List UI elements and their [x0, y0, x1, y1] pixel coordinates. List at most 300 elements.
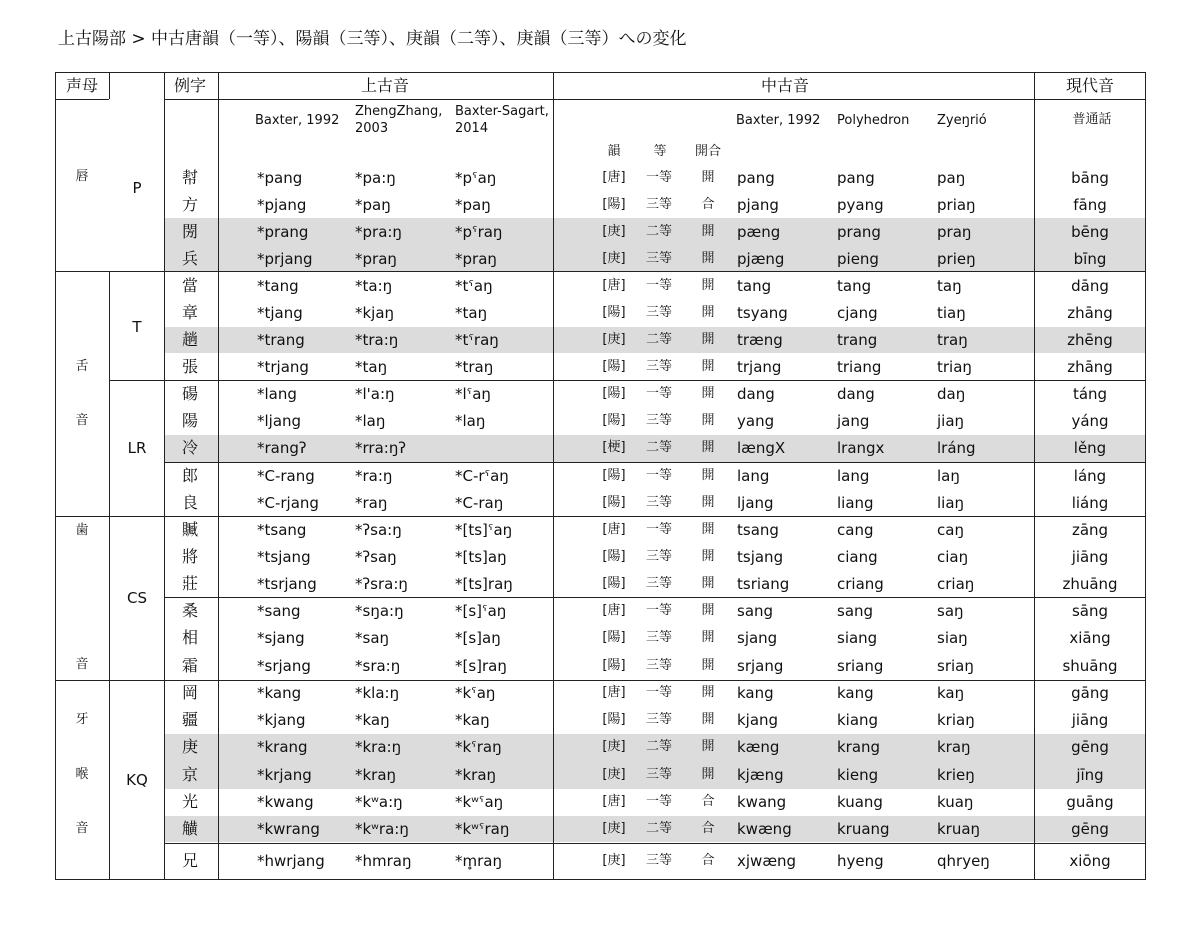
- oc-zhengzhang-value: *taŋ: [355, 358, 388, 376]
- mc-baxter-value: sang: [737, 602, 774, 620]
- mc-zyenrio-value: caŋ: [937, 521, 964, 539]
- row-separator: [164, 843, 1145, 844]
- openclose-value: 合: [701, 853, 715, 868]
- table-left-border: [55, 72, 56, 879]
- mandarin-value: gēng: [1071, 820, 1109, 838]
- mc-baxter-value: pjang: [737, 196, 779, 214]
- oc-baxter-value: *tsjang: [257, 548, 311, 566]
- mandarin-value: bāng: [1071, 169, 1109, 187]
- oc-baxter-sagart-value: *kʷˤraŋ: [455, 820, 510, 838]
- column-separator: [218, 72, 219, 879]
- initial-code-cs: CS: [127, 589, 147, 607]
- mandarin-value: bēng: [1071, 223, 1109, 241]
- mandarin-value: lěng: [1073, 439, 1107, 457]
- example-character: 陽: [181, 411, 199, 430]
- rhyme-value: [陽]: [602, 658, 626, 673]
- openclose-value: 開: [701, 251, 715, 266]
- oc-baxter-sagart-value: *taŋ: [455, 304, 488, 322]
- oc-baxter-value: *krjang: [257, 766, 312, 784]
- subheader-mc-polyhedron: Polyhedron: [837, 113, 910, 128]
- oc-zhengzhang-value: *kʷa:ŋ: [355, 793, 403, 811]
- example-character: 贓: [181, 520, 199, 539]
- grade-value: 一等: [645, 170, 673, 185]
- rhyme-value: [唐]: [602, 794, 626, 809]
- mc-baxter-value: srjang: [737, 657, 784, 675]
- mandarin-value: zhēng: [1067, 331, 1113, 349]
- openclose-value: 開: [701, 440, 715, 455]
- example-character: 幇: [181, 168, 199, 187]
- oc-zhengzhang-value: *kraŋ: [355, 766, 397, 784]
- rhyme-value: [陽]: [602, 359, 626, 374]
- openclose-value: 開: [701, 170, 715, 185]
- oc-baxter-value: *srjang: [257, 657, 311, 675]
- oc-zhengzhang-value: *ra:ŋ: [355, 467, 393, 485]
- rhyme-value: [庚]: [602, 821, 626, 836]
- openclose-value: 合: [701, 794, 715, 809]
- example-character: 兄: [181, 851, 199, 870]
- example-character: 碭: [181, 384, 199, 403]
- oc-baxter-value: *C-rang: [257, 467, 315, 485]
- mandarin-value: shuāng: [1062, 657, 1118, 675]
- rhyme-value: [庚]: [602, 853, 626, 868]
- oc-baxter-value: *kang: [257, 684, 302, 702]
- subheader-oc-baxter-sagart: Baxter-Sagart, 2014: [455, 104, 549, 136]
- subheader-mc-zyenrio: Zyeŋrió: [937, 113, 987, 128]
- mc-baxter-value: sjang: [737, 629, 778, 647]
- mc-polyhedron-value: cjang: [837, 304, 878, 322]
- grade-value: 二等: [645, 739, 673, 754]
- mandarin-value: gēng: [1071, 738, 1109, 756]
- initial-code-t: T: [132, 318, 142, 336]
- example-character: 良: [181, 493, 199, 512]
- oc-baxter-sagart-value: *paŋ: [455, 196, 491, 214]
- rhyme-value: [陽]: [602, 576, 626, 591]
- mandarin-value: jīng: [1076, 766, 1104, 784]
- mc-baxter-value: lang: [737, 467, 770, 485]
- mc-polyhedron-value: liang: [837, 494, 874, 512]
- mandarin-value: liáng: [1071, 494, 1109, 512]
- grade-value: 三等: [645, 630, 673, 645]
- oc-baxter-sagart-value: *C-raŋ: [455, 494, 504, 512]
- oc-baxter-sagart-value: *tˤraŋ: [455, 331, 499, 349]
- example-character: 疆: [181, 710, 199, 729]
- rhyme-value: [唐]: [602, 685, 626, 700]
- mc-polyhedron-value: pang: [837, 169, 875, 187]
- mc-polyhedron-value: tang: [837, 277, 872, 295]
- mandarin-value: yáng: [1071, 412, 1109, 430]
- grade-value: 三等: [645, 576, 673, 591]
- initial-code-lr: LR: [127, 439, 147, 457]
- oc-baxter-sagart-value: *C-rˤaŋ: [455, 467, 509, 485]
- oc-zhengzhang-value: *kʷra:ŋ: [355, 820, 409, 838]
- oc-baxter-value: *trjang: [257, 358, 309, 376]
- mc-baxter-value: ljang: [737, 494, 774, 512]
- oc-baxter-sagart-value: *tˤaŋ: [455, 277, 493, 295]
- header-modern: 現代音: [1065, 76, 1115, 95]
- oc-zhengzhang-value: *paŋ: [355, 196, 391, 214]
- example-character: 郎: [181, 466, 199, 485]
- rhyme-value: [陽]: [602, 495, 626, 510]
- header-middle-chinese: 中古音: [760, 76, 810, 95]
- column-separator: [1034, 72, 1035, 879]
- mc-baxter-value: pæng: [737, 223, 781, 241]
- subgroup-separator: [109, 380, 1145, 381]
- grade-value: 三等: [645, 197, 673, 212]
- openclose-value: 開: [701, 224, 715, 239]
- openclose-value: 開: [701, 603, 715, 618]
- grade-value: 二等: [645, 440, 673, 455]
- example-character: 閍: [181, 222, 199, 241]
- example-character: 將: [181, 547, 199, 566]
- oc-baxter-sagart-value: *kraŋ: [455, 766, 497, 784]
- oc-baxter-sagart-value: *[ts]raŋ: [455, 575, 513, 593]
- oc-zhengzhang-value: *pa:ŋ: [355, 169, 396, 187]
- mc-polyhedron-value: siang: [837, 629, 878, 647]
- mc-polyhedron-value: kruang: [837, 820, 890, 838]
- grade-value: 三等: [645, 767, 673, 782]
- example-character: 觵: [181, 819, 199, 838]
- oc-baxter-value: *prang: [257, 223, 309, 241]
- oc-zhengzhang-value: *sŋa:ŋ: [355, 602, 404, 620]
- oc-baxter-value: *prjang: [257, 250, 313, 268]
- mc-polyhedron-value: ciang: [837, 548, 878, 566]
- mandarin-value: jiāng: [1071, 711, 1109, 729]
- mc-zyenrio-value: kaŋ: [937, 684, 965, 702]
- header-separator: [55, 99, 109, 100]
- mc-polyhedron-value: sriang: [837, 657, 884, 675]
- rhyme-value: [庚]: [602, 224, 626, 239]
- example-character: 京: [181, 765, 199, 784]
- rhyme-value: [唐]: [602, 170, 626, 185]
- grade-value: 三等: [645, 305, 673, 320]
- mandarin-value: fāng: [1073, 196, 1107, 214]
- grade-value: 二等: [645, 332, 673, 347]
- mandarin-value: zhuāng: [1062, 575, 1118, 593]
- oc-baxter-value: *trang: [257, 331, 305, 349]
- mc-zyenrio-value: ciaŋ: [937, 548, 969, 566]
- mandarin-value: dāng: [1071, 277, 1109, 295]
- grade-value: 三等: [645, 549, 673, 564]
- group-label-velar-3: 音: [75, 821, 89, 836]
- row-separator: [164, 597, 1145, 598]
- mc-baxter-value: kjang: [737, 711, 779, 729]
- oc-baxter-sagart-value: *lˤaŋ: [455, 385, 491, 403]
- mandarin-value: zāng: [1071, 521, 1109, 539]
- rhyme-value: [庚]: [602, 332, 626, 347]
- oc-baxter-sagart-value: *[s]raŋ: [455, 657, 507, 675]
- oc-zhengzhang-value: *ta:ŋ: [355, 277, 393, 295]
- oc-zhengzhang-value: *ʔsa:ŋ: [355, 521, 402, 539]
- rhyme-value: [梗]: [602, 440, 626, 455]
- oc-zhengzhang-value: *kjaŋ: [355, 304, 395, 322]
- example-character: 莊: [181, 574, 199, 593]
- mc-polyhedron-value: pyang: [837, 196, 884, 214]
- grade-value: 三等: [645, 359, 673, 374]
- oc-baxter-value: *kwang: [257, 793, 314, 811]
- oc-zhengzhang-value: *praŋ: [355, 250, 397, 268]
- mc-polyhedron-value: kuang: [837, 793, 883, 811]
- mc-zyenrio-value: tiaŋ: [937, 304, 966, 322]
- mc-polyhedron-value: lang: [837, 467, 870, 485]
- rhyme-value: [唐]: [602, 522, 626, 537]
- oc-zhengzhang-value: *kla:ŋ: [355, 684, 400, 702]
- oc-baxter-value: *lang: [257, 385, 297, 403]
- openclose-value: 開: [701, 685, 715, 700]
- mandarin-value: zhāng: [1067, 304, 1113, 322]
- mandarin-value: sāng: [1071, 602, 1109, 620]
- mc-zyenrio-value: jiaŋ: [937, 412, 965, 430]
- column-separator: [164, 72, 165, 879]
- oc-zhengzhang-value: *l'a:ŋ: [355, 385, 395, 403]
- grade-value: 三等: [645, 251, 673, 266]
- initial-code-p: P: [132, 179, 142, 197]
- oc-baxter-value: *tsang: [257, 521, 307, 539]
- example-character: 霜: [181, 656, 199, 675]
- oc-baxter-value: *krang: [257, 738, 308, 756]
- subheader-mandarin: 普通話: [1072, 112, 1112, 127]
- mc-polyhedron-value: pieng: [837, 250, 879, 268]
- mc-polyhedron-value: krang: [837, 738, 881, 756]
- table-right-border: [1145, 72, 1146, 879]
- header-example: 例字: [173, 76, 207, 95]
- oc-baxter-sagart-value: *m̥raŋ: [455, 852, 502, 870]
- mc-baxter-value: trjang: [737, 358, 782, 376]
- example-character: 相: [181, 628, 199, 647]
- openclose-value: 開: [701, 522, 715, 537]
- oc-baxter-sagart-value: *[ts]ˤaŋ: [455, 521, 513, 539]
- mc-baxter-value: pjæng: [737, 250, 785, 268]
- mc-zyenrio-value: krieŋ: [937, 766, 975, 784]
- rhyme-value: [陽]: [602, 386, 626, 401]
- mc-baxter-value: kang: [737, 684, 774, 702]
- mc-baxter-value: længX: [737, 439, 786, 457]
- group-label-dental-2: 音: [75, 657, 89, 672]
- mc-baxter-value: tsjang: [737, 548, 784, 566]
- mandarin-value: táng: [1072, 385, 1108, 403]
- column-separator: [553, 72, 554, 879]
- mc-polyhedron-value: prang: [837, 223, 881, 241]
- mandarin-value: xiāng: [1069, 629, 1111, 647]
- mc-baxter-value: tsyang: [737, 304, 788, 322]
- rhyme-value: [陽]: [602, 712, 626, 727]
- oc-baxter-value: *pjang: [257, 196, 307, 214]
- mc-zyenrio-value: kriaŋ: [937, 711, 975, 729]
- mc-zyenrio-value: saŋ: [937, 602, 964, 620]
- mc-baxter-value: kjæng: [737, 766, 784, 784]
- example-character: 章: [181, 303, 199, 322]
- mc-zyenrio-value: siaŋ: [937, 629, 968, 647]
- grade-value: 三等: [645, 413, 673, 428]
- mc-baxter-value: kwang: [737, 793, 787, 811]
- example-character: 當: [181, 276, 199, 295]
- oc-baxter-sagart-value: *kˤaŋ: [455, 684, 496, 702]
- oc-baxter-value: *sang: [257, 602, 301, 620]
- example-character: 庚: [181, 737, 199, 756]
- example-character: 岡: [181, 683, 199, 702]
- mc-polyhedron-value: sang: [837, 602, 874, 620]
- grade-value: 一等: [645, 278, 673, 293]
- mandarin-value: jiāng: [1071, 548, 1109, 566]
- mc-zyenrio-value: praŋ: [937, 223, 972, 241]
- subheader-oc-baxter: Baxter, 1992: [255, 113, 340, 128]
- page-title: 上古陽部 > 中古唐韻（一等）、陽韻（三等）、庚韻（二等）、庚韻（三等）への変化: [58, 29, 687, 49]
- oc-baxter-value: *C-rjang: [257, 494, 319, 512]
- example-character: 趟: [181, 330, 199, 349]
- rhyme-value: [陽]: [602, 468, 626, 483]
- oc-baxter-value: *kwrang: [257, 820, 320, 838]
- rhyme-value: [庚]: [602, 767, 626, 782]
- grade-value: 一等: [645, 603, 673, 618]
- rhyme-value: [陽]: [602, 197, 626, 212]
- openclose-value: 開: [701, 658, 715, 673]
- mc-zyenrio-value: paŋ: [937, 169, 966, 187]
- oc-baxter-sagart-value: *kˤraŋ: [455, 738, 502, 756]
- oc-zhengzhang-value: *ʔsaŋ: [355, 548, 397, 566]
- oc-baxter-sagart-value: *[s]aŋ: [455, 629, 501, 647]
- example-character: 兵: [181, 249, 199, 268]
- rhyme-value: [陽]: [602, 413, 626, 428]
- rhyme-value: [陽]: [602, 305, 626, 320]
- mc-zyenrio-value: kraŋ: [937, 738, 971, 756]
- example-character: 冷: [181, 438, 199, 457]
- openclose-value: 開: [701, 359, 715, 374]
- grade-value: 一等: [645, 522, 673, 537]
- oc-baxter-value: *hwrjang: [257, 852, 325, 870]
- mc-baxter-value: tang: [737, 277, 772, 295]
- mc-baxter-value: tsang: [737, 521, 779, 539]
- example-character: 張: [181, 357, 199, 376]
- mc-baxter-value: yang: [737, 412, 775, 430]
- oc-baxter-sagart-value: *kʷˤaŋ: [455, 793, 504, 811]
- mc-polyhedron-value: lrangx: [837, 439, 885, 457]
- oc-zhengzhang-value: *saŋ: [355, 629, 390, 647]
- group-label-velar: 牙: [75, 712, 89, 727]
- mc-zyenrio-value: kruaŋ: [937, 820, 981, 838]
- oc-baxter-value: *tang: [257, 277, 299, 295]
- mandarin-value: xiōng: [1069, 852, 1111, 870]
- oc-zhengzhang-value: *kra:ŋ: [355, 738, 402, 756]
- oc-zhengzhang-value: *tra:ŋ: [355, 331, 399, 349]
- openclose-value: 合: [701, 197, 715, 212]
- subheader-oc-zhengzhang: ZhengZhang, 2003: [355, 104, 443, 136]
- mandarin-value: zhāng: [1067, 358, 1113, 376]
- initial-code-kq: KQ: [126, 771, 148, 789]
- example-character: 光: [181, 792, 199, 811]
- mandarin-value: bīng: [1073, 250, 1107, 268]
- oc-baxter-sagart-value: *traŋ: [455, 358, 494, 376]
- mc-zyenrio-value: kuaŋ: [937, 793, 974, 811]
- oc-baxter-value: *kjang: [257, 711, 306, 729]
- openclose-value: 開: [701, 468, 715, 483]
- oc-zhengzhang-value: *kaŋ: [355, 711, 390, 729]
- header-old-chinese: 上古音: [360, 76, 410, 95]
- oc-baxter-sagart-value: *kaŋ: [455, 711, 490, 729]
- mc-zyenrio-value: lráng: [937, 439, 976, 457]
- oc-zhengzhang-value: *ʔsra:ŋ: [355, 575, 408, 593]
- column-separator: [109, 271, 110, 879]
- oc-baxter-sagart-value: *pˤraŋ: [455, 223, 503, 241]
- mc-zyenrio-value: criaŋ: [937, 575, 975, 593]
- mc-polyhedron-value: triang: [837, 358, 882, 376]
- mc-polyhedron-value: criang: [837, 575, 884, 593]
- openclose-value: 合: [701, 821, 715, 836]
- mandarin-value: gāng: [1071, 684, 1109, 702]
- openclose-value: 開: [701, 305, 715, 320]
- group-label-tongue: 舌: [75, 359, 89, 374]
- column-separator: [109, 72, 110, 99]
- mc-zyenrio-value: qhryeŋ: [937, 852, 990, 870]
- header-initial: 声母: [65, 76, 99, 95]
- mc-baxter-value: dang: [737, 385, 775, 403]
- mc-baxter-value: kæng: [737, 738, 780, 756]
- mc-polyhedron-value: kieng: [837, 766, 879, 784]
- oc-baxter-value: *pang: [257, 169, 303, 187]
- oc-zhengzhang-value: *pra:ŋ: [355, 223, 402, 241]
- openclose-value: 開: [701, 549, 715, 564]
- grade-value: 三等: [645, 495, 673, 510]
- openclose-value: 開: [701, 739, 715, 754]
- mc-polyhedron-value: dang: [837, 385, 875, 403]
- oc-zhengzhang-value: *laŋ: [355, 412, 386, 430]
- mc-baxter-value: xjwæng: [737, 852, 797, 870]
- group-label-velar-2: 喉: [75, 767, 89, 782]
- rhyme-value: [庚]: [602, 739, 626, 754]
- openclose-value: 開: [701, 413, 715, 428]
- grade-value: 一等: [645, 794, 673, 809]
- oc-baxter-sagart-value: *laŋ: [455, 412, 486, 430]
- mc-zyenrio-value: taŋ: [937, 277, 962, 295]
- table-bottom-border: [55, 879, 1146, 880]
- openclose-value: 開: [701, 712, 715, 727]
- subheader-mc-baxter: Baxter, 1992: [736, 113, 821, 128]
- openclose-value: 開: [701, 332, 715, 347]
- mc-baxter-value: træng: [737, 331, 783, 349]
- grade-value: 一等: [645, 685, 673, 700]
- oc-baxter-value: *rangʔ: [257, 439, 307, 457]
- mc-zyenrio-value: daŋ: [937, 385, 966, 403]
- oc-baxter-sagart-value: *praŋ: [455, 250, 497, 268]
- openclose-value: 開: [701, 767, 715, 782]
- grade-value: 三等: [645, 658, 673, 673]
- oc-baxter-value: *tsrjang: [257, 575, 317, 593]
- mc-zyenrio-value: traŋ: [937, 331, 968, 349]
- subheader-openclose: 開合: [694, 144, 722, 159]
- oc-zhengzhang-value: *raŋ: [355, 494, 388, 512]
- grade-value: 二等: [645, 224, 673, 239]
- mc-polyhedron-value: trang: [837, 331, 878, 349]
- oc-zhengzhang-value: *hmraŋ: [355, 852, 412, 870]
- openclose-value: 開: [701, 386, 715, 401]
- oc-baxter-sagart-value: *pˤaŋ: [455, 169, 497, 187]
- oc-baxter-value: *sjang: [257, 629, 305, 647]
- mc-polyhedron-value: kiang: [837, 711, 879, 729]
- oc-baxter-value: *ljang: [257, 412, 302, 430]
- oc-baxter-sagart-value: *[s]ˤaŋ: [455, 602, 507, 620]
- openclose-value: 開: [701, 630, 715, 645]
- oc-zhengzhang-value: *sra:ŋ: [355, 657, 401, 675]
- grade-value: 一等: [645, 386, 673, 401]
- row-separator: [164, 462, 1145, 463]
- group-label-dental: 歯: [75, 523, 89, 538]
- mc-polyhedron-value: kang: [837, 684, 874, 702]
- openclose-value: 開: [701, 495, 715, 510]
- mandarin-value: láng: [1073, 467, 1107, 485]
- group-label-labial: 唇: [75, 169, 89, 184]
- example-character: 桑: [181, 601, 199, 620]
- subheader-rhyme: 韻: [607, 144, 621, 159]
- mc-polyhedron-value: jang: [837, 412, 870, 430]
- group-label-tongue-2: 音: [75, 413, 89, 428]
